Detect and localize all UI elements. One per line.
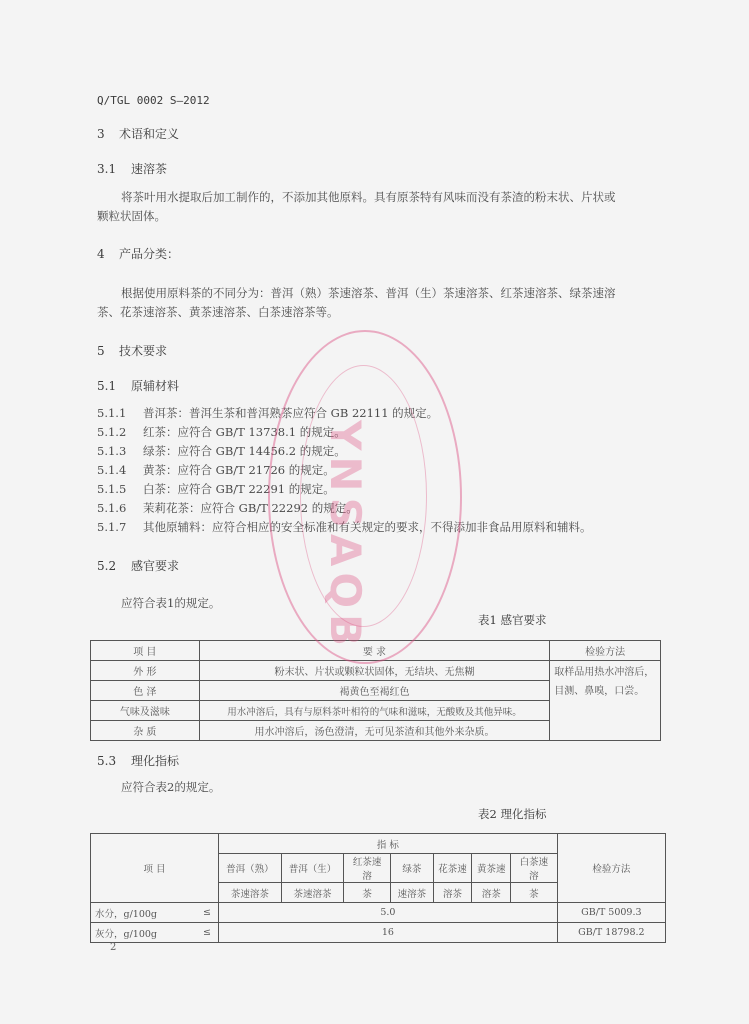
section-3-heading: 3 术语和定义 xyxy=(97,127,180,141)
table-row xyxy=(91,903,666,923)
table-cell: 外 形 xyxy=(91,661,200,681)
table-header: 项 目 xyxy=(91,641,200,661)
sensory-requirements-table xyxy=(90,640,661,741)
table-header: 项 目 xyxy=(91,834,219,903)
table-row xyxy=(91,923,666,943)
table-header: 茶 xyxy=(344,883,391,903)
table-header: 茶速溶茶 xyxy=(281,883,344,903)
table-cell: ≤ xyxy=(196,903,219,923)
table-header: 普洱（生） xyxy=(281,854,344,883)
section-5-2-heading: 5.2 感官要求 xyxy=(97,559,180,573)
table1-caption: 表1 感官要求 xyxy=(478,613,547,627)
section-5-3-text: 应符合表2的规定。 xyxy=(121,780,221,794)
table-cell: GB/T 5009.3 xyxy=(557,903,665,923)
section-5-1-heading: 5.1 原辅材料 xyxy=(97,379,180,393)
table-cell: 水分，g/100g xyxy=(91,903,196,923)
list-item: 5.1.4 黄茶：应符合 GB/T 21726 的规定。 xyxy=(97,463,335,477)
table-header: 检验方法 xyxy=(557,834,665,903)
table-header: 要 求 xyxy=(199,641,550,661)
table-header: 检验方法 xyxy=(550,641,661,661)
table-cell: 5.0 xyxy=(219,903,558,923)
table-cell: 色 泽 xyxy=(91,681,200,701)
table-header: 白茶速溶 xyxy=(511,854,558,883)
table-header-row xyxy=(91,641,661,661)
list-item: 5.1.2 红茶：应符合 GB/T 13738.1 的规定。 xyxy=(97,425,346,439)
table-cell: 褐黄色至褐红色 xyxy=(199,681,550,701)
section-5-2-text: 应符合表1的规定。 xyxy=(121,596,221,610)
section-4-text-line1: 根据使用原料茶的不同分为：普洱（熟）茶速溶茶、普洱（生）茶速溶茶、红茶速溶茶、绿茶速溶 xyxy=(121,286,616,300)
table-cell: 用水冲溶后，汤色澄清，无可见茶渣和其他外来杂质。 xyxy=(199,721,550,741)
table-header: 绿茶 xyxy=(391,854,434,883)
table-cell: 16 xyxy=(219,923,558,943)
list-item: 5.1.5 白茶：应符合 GB/T 22291 的规定。 xyxy=(97,482,335,496)
table-cell: 取样品用热水冲溶后，目测、鼻嗅，口尝。 xyxy=(550,661,661,741)
standard-code: Q/TGL 0002 S—2012 xyxy=(97,94,210,107)
section-3-1-text-line1: 将茶叶用水提取后加工制作的，不添加其他原料。具有原茶特有风味而没有茶渣的粉末状、片状或 xyxy=(121,190,616,204)
table-header: 溶茶 xyxy=(433,883,472,903)
table-row xyxy=(91,661,661,681)
table-cell: GB/T 18798.2 xyxy=(557,923,665,943)
section-5-3-heading: 5.3 理化指标 xyxy=(97,754,180,768)
table-header: 红茶速溶 xyxy=(344,854,391,883)
table2-caption: 表2 理化指标 xyxy=(478,807,547,821)
table-header: 茶 xyxy=(511,883,558,903)
list-item: 5.1.6 茉莉花茶：应符合 GB/T 22292 的规定。 xyxy=(97,501,358,515)
table-header-row xyxy=(91,834,666,854)
physicochemical-table xyxy=(90,833,666,943)
table-header: 黄茶速 xyxy=(472,854,511,883)
table-cell: 气味及滋味 xyxy=(91,701,200,721)
list-item: 5.1.7 其他原辅料：应符合相应的安全标准和有关规定的要求，不得添加非食品用原料和辅料。 xyxy=(97,520,592,534)
table-header: 速溶茶 xyxy=(391,883,434,903)
page-number: 2 xyxy=(110,942,117,953)
table-cell: 用水冲溶后，具有与原料茶叶相符的气味和滋味，无酸败及其他异味。 xyxy=(199,701,550,721)
table-cell: 杂 质 xyxy=(91,721,200,741)
table-cell: 粉末状、片状或颗粒状固体，无结块、无焦糊 xyxy=(199,661,550,681)
list-item: 5.1.3 绿茶：应符合 GB/T 14456.2 的规定。 xyxy=(97,444,346,458)
table-cell: ≤ xyxy=(196,923,219,943)
section-5-heading: 5 技术要求 xyxy=(97,344,168,358)
section-4-heading: 4 产品分类： xyxy=(97,247,180,261)
table-header: 茶速溶茶 xyxy=(219,883,282,903)
seal-text: YNSAQB xyxy=(321,420,370,653)
table-cell: 灰分，g/100g xyxy=(91,923,196,943)
section-3-1-text-line2: 颗粒状固体。 xyxy=(97,209,166,223)
section-3-1-heading: 3.1 速溶茶 xyxy=(97,162,168,176)
table-header: 溶茶 xyxy=(472,883,511,903)
section-4-text-line2: 茶、花茶速溶茶、黄茶速溶茶、白茶速溶茶等。 xyxy=(97,305,339,319)
table-header: 普洱（熟） xyxy=(219,854,282,883)
list-item: 5.1.1 普洱茶：普洱生茶和普洱熟茶应符合 GB 22111 的规定。 xyxy=(97,406,439,420)
table-header: 花茶速 xyxy=(433,854,472,883)
table-header: 指 标 xyxy=(219,834,558,854)
